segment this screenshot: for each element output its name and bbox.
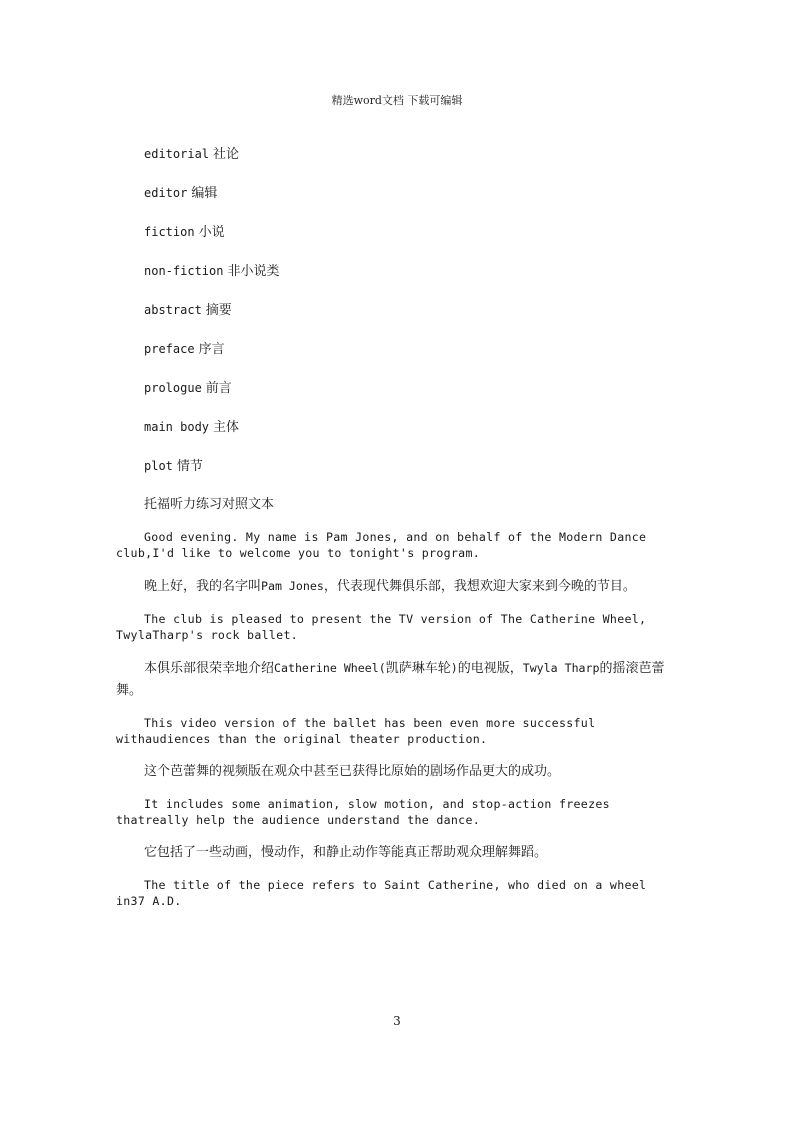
english-paragraph: The title of the piece refers to Saint Catherine, who died on a wheel in37 A.D. [116,878,647,908]
vocab-term: editorial [144,147,210,161]
document-body [116,144,676,923]
chinese-paragraph: 这个芭蕾舞的视频版在观众中甚至已获得比原始的剧场作品更大的成功。 [144,764,561,779]
zh-text: 晚上好，我的名字叫 [144,579,262,594]
chinese-paragraph [116,657,676,702]
vocab-translation: 前言 [205,381,232,396]
zh-inline-name: Catherine Wheel( [274,661,386,675]
english-paragraph: It includes some animation, slow motion, and stop-action freezes thatreally help the audience understand the dance. [116,797,610,827]
vocab-translation: 编辑 [191,186,218,201]
page-number: 3 [393,1014,401,1028]
vocab-translation: 主体 [213,420,240,435]
vocab-item [116,339,676,378]
zh-inline-name: ) [450,661,458,675]
vocab-item [116,222,676,261]
english-paragraph: The club is pleased to present the TV version of The Catherine Wheel, TwylaTharp's rock ballet. [116,612,647,642]
vocab-item [116,183,676,222]
vocab-translation: 序言 [198,342,225,357]
vocab-term: main body [144,420,210,434]
zh-text: 的电视版， [457,661,523,676]
english-paragraph: This video version of the ballet has been even more successful withaudiences than the original theater production. [116,716,596,746]
page-header: 精选word文档 下载可编辑 [331,94,463,107]
vocab-translation: 情节 [176,459,203,474]
vocab-term: prologue [144,381,202,395]
vocab-translation: 摘要 [205,303,232,318]
vocab-item [116,261,676,300]
zh-inline-name: Pam Jones [261,579,324,593]
vocab-translation: 非小说类 [227,264,280,279]
vocab-translation: 社论 [213,147,240,162]
vocab-item [116,300,676,339]
vocab-term: fiction [144,225,195,239]
vocab-term: plot [144,459,173,473]
vocab-item [116,456,676,495]
zh-text: 本俱乐部很荣幸地介绍 [144,661,275,676]
chinese-paragraph [116,575,676,598]
vocab-translation: 小说 [198,225,225,240]
section-title: 托福听力练习对照文本 [144,497,275,512]
vocab-item [116,144,676,183]
vocab-term: abstract [144,303,202,317]
zh-text: 的摇滚芭蕾舞。 [116,661,665,698]
chinese-paragraph: 它包括了一些动画，慢动作，和静止动作等能真正帮助观众理解舞蹈。 [144,845,548,860]
vocab-term: preface [144,342,195,356]
zh-text: 凯萨琳车轮 [385,661,451,676]
english-paragraph: Good evening. My name is Pam Jones, and on behalf of the Modern Dance club,I'd like to welcome you to tonight's program. [116,530,647,560]
vocab-term: non-fiction [144,264,224,278]
vocab-item [116,378,676,417]
vocab-item [116,417,676,456]
zh-text: ，代表现代舞俱乐部，我想欢迎大家来到今晚的节目。 [323,579,636,594]
vocab-term: editor [144,186,188,200]
zh-inline-name: Twyla Tharp [522,661,600,675]
